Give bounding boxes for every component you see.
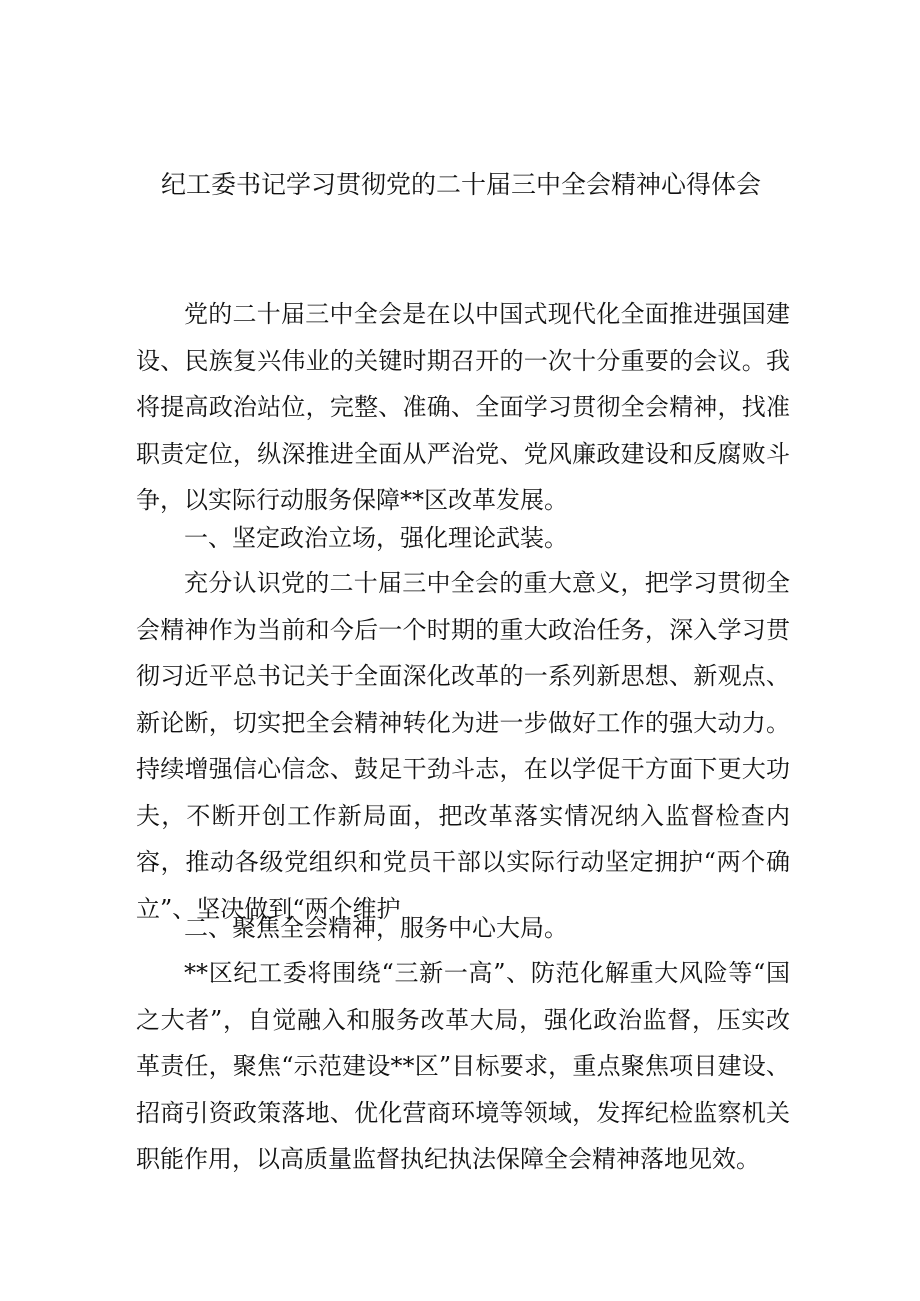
intro-paragraph: 党的二十届三中全会是在以中国式现代化全面推进强国建设、民族复兴伟业的关键时期召开的一次十分重要的会议。我将提高政治站位，完整、准确、全面学习贯彻全会精神，找准职责定位，纵深推进全面从严治党、党风廉政建设和反腐败斗争，以实际行动服务保障**区改革发展。 bbox=[136, 300, 790, 514]
section-body-1: 充分认识党的二十届三中全会的重大意义，把学习贯彻全会精神作为当前和今后一个时期的重大政治任务，深入学习贯彻习近平总书记关于全面深化改革的一系列新思想、新观点、新论断，切实把全会精神转化为进一步做好工作的强大动力。持续增强信心信念、鼓足干劲斗志，在以学促干方面下更大功夫，不断开创工作新局面，把改革落实情况纳入监督检查内容，推动各级党组织和党员干部以实际行动坚定拥护“两个确立”、坚决做到“两个维护 bbox=[136, 569, 790, 923]
section-body-2: **区纪工委将围绕“三新一高”、防范化解重大风险等“国之大者”，自觉融入和服务改革大局，强化政治监督，压实改革责任，聚焦“示范建设**区”目标要求，重点聚焦项目建设、招商引资政策落地、优化营商环境等领域，发挥纪检监察机关职能作用，以高质量监督执纪执法保障全会精神落地见效。 bbox=[136, 959, 790, 1173]
section-heading-1: 一、坚定政治立场，强化理论武装。 bbox=[184, 524, 568, 552]
section-heading-2: 二、聚焦全会精神，服务中心大局。 bbox=[184, 914, 568, 942]
document-title: 纪工委书记学习贯彻党的二十届三中全会精神心得体会 bbox=[160, 170, 761, 199]
